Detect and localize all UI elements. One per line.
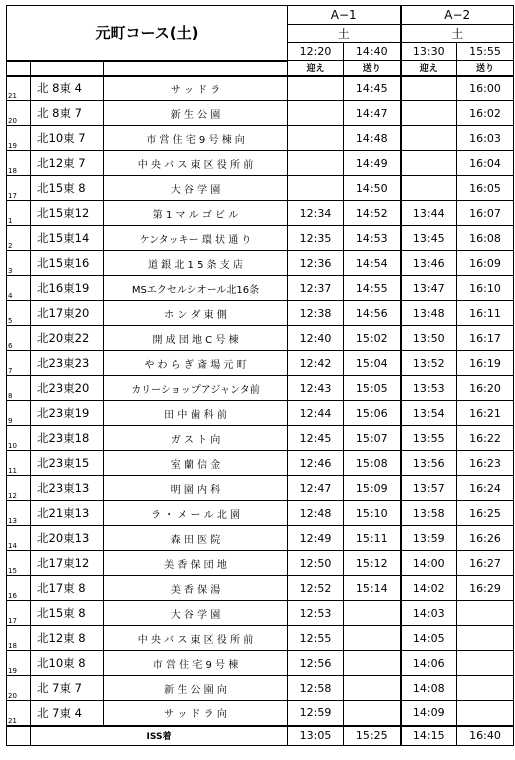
row-place: 中 央 バ ス 東 区 役 所 前 — [104, 626, 288, 651]
row-a1-dropoff: 15:04 — [344, 351, 401, 376]
route-a2-day: 土 — [401, 25, 514, 43]
row-a1-pickup: 12:38 — [288, 301, 344, 326]
row-address: 北23東13 — [31, 476, 104, 501]
row-a2-pickup: 13:44 — [401, 201, 457, 226]
row-a1-pickup: 12:35 — [288, 226, 344, 251]
footer-a1-dropoff: 15:25 — [344, 726, 401, 746]
row-a2-pickup: 14:03 — [401, 601, 457, 626]
row-place: サ ッ ド ラ 向 — [104, 701, 288, 726]
row-a2-pickup: 13:55 — [401, 426, 457, 451]
route-a2-end-time: 15:55 — [457, 43, 514, 61]
row-a1-dropoff — [344, 626, 401, 651]
row-a2-dropoff: 16:23 — [457, 451, 514, 476]
row-a2-dropoff — [457, 676, 514, 701]
row-address: 北15東12 — [31, 201, 104, 226]
row-number: 8 — [7, 376, 31, 401]
row-a1-dropoff: 14:45 — [344, 76, 401, 101]
row-a1-dropoff: 14:49 — [344, 151, 401, 176]
row-number: 14 — [7, 526, 31, 551]
row-a2-dropoff: 16:22 — [457, 426, 514, 451]
row-a1-pickup: 12:59 — [288, 701, 344, 726]
row-address: 北17東 8 — [31, 576, 104, 601]
footer-a2-dropoff: 16:40 — [457, 726, 514, 746]
table-row — [7, 401, 514, 426]
row-a2-dropoff: 16:08 — [457, 226, 514, 251]
row-a1-dropoff: 15:11 — [344, 526, 401, 551]
row-place: 室 蘭 信 金 — [104, 451, 288, 476]
row-a2-pickup: 13:57 — [401, 476, 457, 501]
table-row — [7, 526, 514, 551]
row-a2-dropoff: 16:10 — [457, 276, 514, 301]
row-a1-pickup — [288, 101, 344, 126]
table-row — [7, 451, 514, 476]
row-address: 北21東13 — [31, 501, 104, 526]
table-row — [7, 301, 514, 326]
row-a1-pickup: 12:52 — [288, 576, 344, 601]
row-a2-pickup: 13:56 — [401, 451, 457, 476]
row-a2-dropoff: 16:26 — [457, 526, 514, 551]
row-address: 北10東 8 — [31, 651, 104, 676]
row-place: 第 1 マ ル ゴ ビ ル — [104, 201, 288, 226]
row-number: 20 — [7, 101, 31, 126]
row-a1-pickup — [288, 126, 344, 151]
row-a2-dropoff: 16:25 — [457, 501, 514, 526]
header-blank — [31, 61, 104, 76]
row-address: 北23東20 — [31, 376, 104, 401]
table-row — [7, 151, 514, 176]
row-a1-dropoff: 14:52 — [344, 201, 401, 226]
row-a2-dropoff: 16:00 — [457, 76, 514, 101]
row-number: 18 — [7, 151, 31, 176]
row-address: 北 7東 4 — [31, 701, 104, 726]
row-a1-dropoff: 14:47 — [344, 101, 401, 126]
row-address: 北 7東 7 — [31, 676, 104, 701]
table-row — [7, 351, 514, 376]
row-number: 4 — [7, 276, 31, 301]
row-a1-pickup — [288, 76, 344, 101]
table-row — [7, 226, 514, 251]
route-a1-pickup-label: 迎え — [288, 61, 344, 76]
row-number: 7 — [7, 351, 31, 376]
row-place: 新 生 公 園 — [104, 101, 288, 126]
row-number: 16 — [7, 576, 31, 601]
route-a1-end-time: 14:40 — [344, 43, 401, 61]
row-a2-dropoff: 16:27 — [457, 551, 514, 576]
row-address: 北15東 8 — [31, 601, 104, 626]
row-address: 北 8東 7 — [31, 101, 104, 126]
row-number: 3 — [7, 251, 31, 276]
row-place: サ ッ ド ラ — [104, 76, 288, 101]
route-a1-start-time: 12:20 — [288, 43, 344, 61]
row-number: 11 — [7, 451, 31, 476]
row-a1-dropoff: 15:12 — [344, 551, 401, 576]
row-a2-pickup: 14:09 — [401, 701, 457, 726]
row-a2-pickup: 14:00 — [401, 551, 457, 576]
row-place: ケンタッキー 環 状 通 り — [104, 226, 288, 251]
row-a2-dropoff: 16:05 — [457, 176, 514, 201]
table-row — [7, 551, 514, 576]
table-row — [7, 701, 514, 726]
table-row — [7, 476, 514, 501]
row-a2-pickup — [401, 126, 457, 151]
row-a2-dropoff: 16:02 — [457, 101, 514, 126]
row-a1-pickup: 12:45 — [288, 426, 344, 451]
row-a2-pickup: 13:53 — [401, 376, 457, 401]
row-place: カリーショップアジャンタ前 — [104, 376, 288, 401]
row-a1-dropoff: 15:14 — [344, 576, 401, 601]
table-row — [7, 376, 514, 401]
row-a2-pickup: 13:52 — [401, 351, 457, 376]
row-a1-dropoff: 14:54 — [344, 251, 401, 276]
row-place: MSエクセルシオール北16条 — [104, 276, 288, 301]
route-a1-day: 土 — [288, 25, 401, 43]
row-place: 道 銀 北 1 5 条 支 店 — [104, 251, 288, 276]
row-address: 北23東15 — [31, 451, 104, 476]
row-a1-dropoff — [344, 701, 401, 726]
row-a1-pickup: 12:42 — [288, 351, 344, 376]
table-row — [7, 126, 514, 151]
row-a1-dropoff: 14:55 — [344, 276, 401, 301]
row-a1-dropoff: 15:08 — [344, 451, 401, 476]
route-a2-start-time: 13:30 — [401, 43, 457, 61]
row-place: 美 香 保 団 地 — [104, 551, 288, 576]
table-row — [7, 676, 514, 701]
row-place: ホ ン ダ 東 側 — [104, 301, 288, 326]
row-a1-pickup: 12:50 — [288, 551, 344, 576]
row-a2-dropoff: 16:29 — [457, 576, 514, 601]
row-a1-pickup: 12:43 — [288, 376, 344, 401]
table-row — [7, 76, 514, 101]
row-a1-dropoff: 15:07 — [344, 426, 401, 451]
row-a1-dropoff — [344, 651, 401, 676]
footer-a1-pickup: 13:05 — [288, 726, 344, 746]
row-a2-dropoff: 16:04 — [457, 151, 514, 176]
footer-row — [7, 726, 514, 746]
row-a2-pickup: 14:05 — [401, 626, 457, 651]
row-a2-pickup: 13:45 — [401, 226, 457, 251]
row-a1-dropoff — [344, 676, 401, 701]
table-row — [7, 326, 514, 351]
row-place: 森 田 医 院 — [104, 526, 288, 551]
row-number: 21 — [7, 76, 31, 101]
row-a1-pickup: 12:47 — [288, 476, 344, 501]
row-a2-pickup — [401, 176, 457, 201]
row-a1-dropoff: 15:05 — [344, 376, 401, 401]
row-a1-dropoff: 15:10 — [344, 501, 401, 526]
row-a1-pickup: 12:34 — [288, 201, 344, 226]
footer-a2-pickup: 14:15 — [401, 726, 457, 746]
row-a2-dropoff — [457, 626, 514, 651]
page-title: 元町コース(土) — [7, 6, 288, 61]
row-number: 2 — [7, 226, 31, 251]
row-address: 北15東16 — [31, 251, 104, 276]
row-address: 北23東19 — [31, 401, 104, 426]
table-row — [7, 201, 514, 226]
row-a1-dropoff: 14:48 — [344, 126, 401, 151]
row-number: 1 — [7, 201, 31, 226]
row-a2-dropoff: 16:09 — [457, 251, 514, 276]
table-row — [7, 276, 514, 301]
row-place: 明 園 内 科 — [104, 476, 288, 501]
row-a2-pickup: 13:54 — [401, 401, 457, 426]
route-a1-name: A−1 — [288, 6, 401, 25]
row-address: 北10東 7 — [31, 126, 104, 151]
row-a2-pickup — [401, 76, 457, 101]
row-a1-dropoff — [344, 601, 401, 626]
header-blank — [104, 61, 288, 76]
row-address: 北23東23 — [31, 351, 104, 376]
row-a1-pickup — [288, 151, 344, 176]
row-a1-dropoff: 14:50 — [344, 176, 401, 201]
route-a2-name: A−2 — [401, 6, 514, 25]
route-a2-pickup-label: 迎え — [401, 61, 457, 76]
row-a2-pickup: 14:06 — [401, 651, 457, 676]
row-number: 12 — [7, 476, 31, 501]
row-address: 北16東19 — [31, 276, 104, 301]
row-place: 中 央 バ ス 東 区 役 所 前 — [104, 151, 288, 176]
row-number: 9 — [7, 401, 31, 426]
row-address: 北 8東 4 — [31, 76, 104, 101]
row-a1-pickup: 12:55 — [288, 626, 344, 651]
row-number: 17 — [7, 176, 31, 201]
row-a2-dropoff: 16:17 — [457, 326, 514, 351]
row-a1-pickup: 12:49 — [288, 526, 344, 551]
header-blank — [7, 61, 31, 76]
row-a1-pickup: 12:46 — [288, 451, 344, 476]
row-address: 北15東14 — [31, 226, 104, 251]
row-a2-dropoff: 16:11 — [457, 301, 514, 326]
row-number: 18 — [7, 626, 31, 651]
row-a2-dropoff — [457, 651, 514, 676]
row-number: 13 — [7, 501, 31, 526]
row-number: 21 — [7, 701, 31, 726]
row-place: 開 成 団 地 C 号 棟 — [104, 326, 288, 351]
row-place: 美 香 保 湯 — [104, 576, 288, 601]
row-number: 5 — [7, 301, 31, 326]
row-place: ガ ス ト 向 — [104, 426, 288, 451]
row-a2-dropoff: 16:19 — [457, 351, 514, 376]
table-row — [7, 251, 514, 276]
route-a1-dropoff-label: 送り — [344, 61, 401, 76]
row-a2-pickup — [401, 151, 457, 176]
row-a2-dropoff: 16:03 — [457, 126, 514, 151]
row-a1-pickup: 12:56 — [288, 651, 344, 676]
row-number: 19 — [7, 651, 31, 676]
table-row — [7, 176, 514, 201]
table-row — [7, 626, 514, 651]
table-row — [7, 601, 514, 626]
row-place: 大 谷 学 園 — [104, 601, 288, 626]
row-place: 大 谷 学 園 — [104, 176, 288, 201]
row-a1-pickup: 12:48 — [288, 501, 344, 526]
row-a1-pickup: 12:40 — [288, 326, 344, 351]
table-row — [7, 426, 514, 451]
route-a2-dropoff-label: 送り — [457, 61, 514, 76]
row-a1-pickup: 12:44 — [288, 401, 344, 426]
row-a1-pickup: 12:36 — [288, 251, 344, 276]
row-a2-dropoff — [457, 701, 514, 726]
row-address: 北23東18 — [31, 426, 104, 451]
row-number: 17 — [7, 601, 31, 626]
row-a2-pickup: 13:46 — [401, 251, 457, 276]
row-address: 北15東 8 — [31, 176, 104, 201]
row-a2-dropoff: 16:07 — [457, 201, 514, 226]
row-place: 田 中 歯 科 前 — [104, 401, 288, 426]
row-a1-dropoff: 15:06 — [344, 401, 401, 426]
footer-blank — [7, 726, 31, 746]
row-number: 19 — [7, 126, 31, 151]
row-place: 市 営 住 宅 9 号 棟 向 — [104, 126, 288, 151]
row-address: 北17東20 — [31, 301, 104, 326]
row-a2-pickup: 14:08 — [401, 676, 457, 701]
row-a1-dropoff: 14:56 — [344, 301, 401, 326]
row-a2-pickup: 13:47 — [401, 276, 457, 301]
row-place: 新 生 公 園 向 — [104, 676, 288, 701]
row-place: 市 営 住 宅 9 号 棟 — [104, 651, 288, 676]
row-a2-pickup: 13:58 — [401, 501, 457, 526]
row-a2-dropoff: 16:20 — [457, 376, 514, 401]
row-a2-pickup — [401, 101, 457, 126]
table-row — [7, 576, 514, 601]
row-a2-pickup: 13:50 — [401, 326, 457, 351]
footer-label: ISS着 — [31, 726, 288, 746]
row-a1-pickup: 12:58 — [288, 676, 344, 701]
row-place: ラ ・ メ ー ル 北 園 — [104, 501, 288, 526]
row-a1-dropoff: 15:09 — [344, 476, 401, 501]
row-a2-dropoff: 16:21 — [457, 401, 514, 426]
table-row — [7, 651, 514, 676]
row-address: 北20東13 — [31, 526, 104, 551]
row-address: 北20東22 — [31, 326, 104, 351]
row-address: 北17東12 — [31, 551, 104, 576]
row-a1-pickup: 12:53 — [288, 601, 344, 626]
row-a1-dropoff: 14:53 — [344, 226, 401, 251]
row-a1-pickup: 12:37 — [288, 276, 344, 301]
row-address: 北12東 7 — [31, 151, 104, 176]
table-row — [7, 101, 514, 126]
row-number: 10 — [7, 426, 31, 451]
row-a1-dropoff: 15:02 — [344, 326, 401, 351]
row-number: 15 — [7, 551, 31, 576]
table-row — [7, 501, 514, 526]
row-a1-pickup — [288, 176, 344, 201]
schedule-table — [6, 5, 514, 746]
row-number: 20 — [7, 676, 31, 701]
row-a2-dropoff — [457, 601, 514, 626]
row-place: や わ ら ぎ 斎 場 元 町 — [104, 351, 288, 376]
row-a2-pickup: 14:02 — [401, 576, 457, 601]
row-a2-pickup: 13:48 — [401, 301, 457, 326]
row-address: 北12東 8 — [31, 626, 104, 651]
row-a2-dropoff: 16:24 — [457, 476, 514, 501]
row-a2-pickup: 13:59 — [401, 526, 457, 551]
row-number: 6 — [7, 326, 31, 351]
